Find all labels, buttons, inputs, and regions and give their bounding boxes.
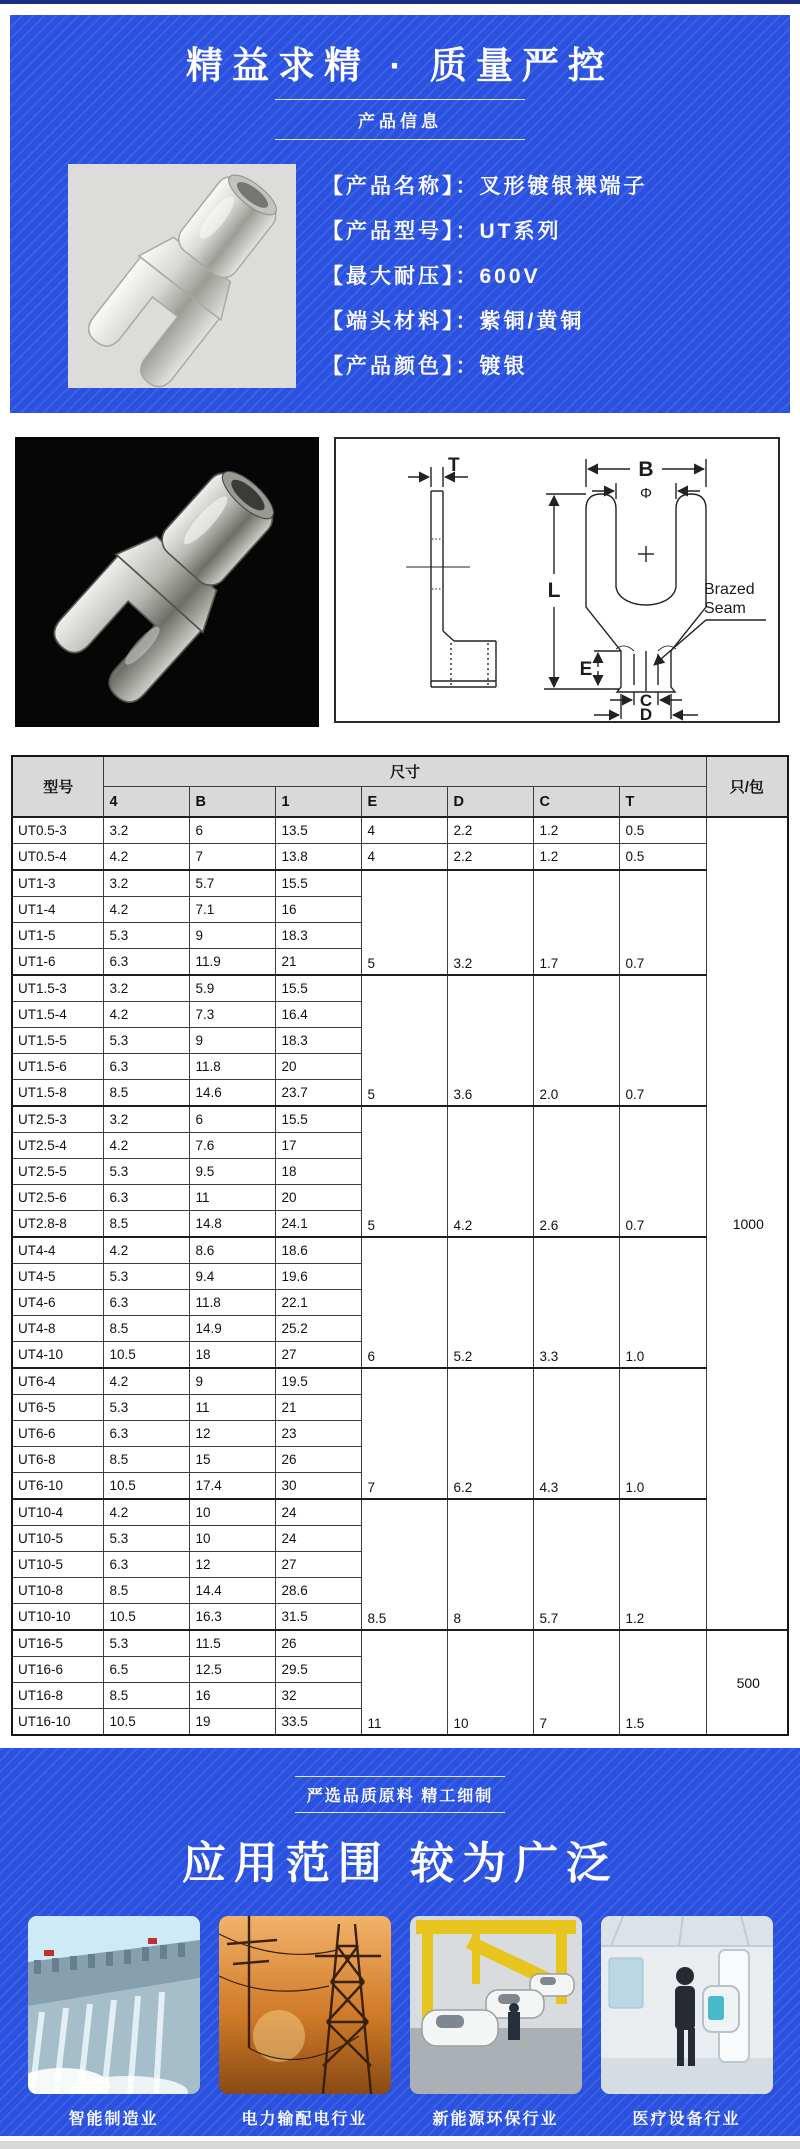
dim-cell: 9.4 [190, 1264, 276, 1290]
dim-cell: 5.3 [104, 1395, 190, 1421]
dim-cell: 12.5 [190, 1657, 276, 1683]
model-cell: UT10-8 [12, 1578, 104, 1604]
dim-label-b: B [638, 458, 654, 481]
fork-terminal-illustration [68, 164, 296, 388]
industry-card-medical [601, 1916, 773, 2129]
tagline-block [295, 1776, 505, 1813]
table-row [12, 1368, 788, 1395]
industry-card-newenergy [410, 1916, 582, 2129]
industry-card-power [219, 1916, 391, 2129]
model-cell: UT1.5-6 [12, 1054, 104, 1080]
dim-cell: 14.6 [190, 1080, 276, 1107]
dim-cell: 5.3 [104, 1159, 190, 1185]
dim-cell: 22.1 [276, 1290, 362, 1316]
dim-cell: 12 [190, 1552, 276, 1578]
dim-cell: 4.2 [104, 1002, 190, 1028]
dim-cell: 8.5 [104, 1080, 190, 1107]
dim-cell: 33.5 [276, 1709, 362, 1736]
dim-cell: 11.5 [190, 1630, 276, 1657]
dim-cell: 16.3 [190, 1604, 276, 1631]
dim-cell: 10 [190, 1499, 276, 1526]
table-row [12, 1106, 788, 1133]
dim-cell: 6.3 [104, 1185, 190, 1211]
dim-cell: 15.5 [276, 870, 362, 897]
dim-cell: 7.1 [190, 897, 276, 923]
dim-cell: 11.9 [190, 949, 276, 976]
dim-cell: 8.5 [104, 1211, 190, 1238]
dim-cell: 13.5 [276, 817, 362, 844]
col-header-pack: 只/包 [706, 756, 788, 817]
terminal-photo-dark [15, 437, 319, 727]
dim-cell: 18 [276, 1159, 362, 1185]
dim-cell: 6.3 [104, 1552, 190, 1578]
tagline: 严选品质原料 精工细制 [306, 1788, 494, 1805]
model-cell: UT1.5-4 [12, 1002, 104, 1028]
dim-cell-merged: 7 [362, 1368, 448, 1499]
model-cell: UT6-10 [12, 1473, 104, 1500]
model-cell: UT2.5-4 [12, 1133, 104, 1159]
dim-cell: 4.2 [104, 1133, 190, 1159]
dim-cell: 15.5 [276, 1106, 362, 1133]
brazed-seam-label-2: Seam [704, 600, 746, 617]
pack-cell: 500 [706, 1630, 788, 1735]
industry-cards [0, 1916, 800, 2129]
dim-cell: 28.6 [276, 1578, 362, 1604]
dim-cell-merged: 0.7 [620, 975, 706, 1106]
applications-section [0, 1748, 800, 2136]
table-row [12, 975, 788, 1002]
product-attribute: 【最大耐压】：600V [322, 265, 541, 288]
dim-cell: 20 [276, 1185, 362, 1211]
dim-cell-merged: 8 [448, 1499, 534, 1630]
dim-cell: 4.2 [104, 1368, 190, 1395]
dim-cell: 24 [276, 1499, 362, 1526]
dim-cell: 5.3 [104, 1028, 190, 1054]
model-cell: UT6-5 [12, 1395, 104, 1421]
model-cell: UT2.5-6 [12, 1185, 104, 1211]
dim-cell: 7.3 [190, 1002, 276, 1028]
dim-cell: 3.2 [104, 975, 190, 1002]
dim-cell: 2.2 [448, 844, 534, 871]
dim-cell: 8.5 [104, 1447, 190, 1473]
dim-cell: 3.2 [104, 870, 190, 897]
dim-cell-merged: 0.7 [620, 870, 706, 975]
dim-cell: 7 [190, 844, 276, 871]
dim-cell-merged: 5 [362, 1106, 448, 1237]
model-cell: UT10-4 [12, 1499, 104, 1526]
col-subheader: E [362, 787, 448, 818]
model-cell: UT6-4 [12, 1368, 104, 1395]
dim-cell: 4.2 [104, 844, 190, 871]
dim-cell: 9.5 [190, 1159, 276, 1185]
industry-card-manufacturing [28, 1916, 200, 2129]
dim-cell: 10.5 [104, 1709, 190, 1736]
industry-caption: 医疗设备行业 [632, 2111, 741, 2128]
dim-cell: 4.2 [104, 897, 190, 923]
dim-cell: 6 [190, 1106, 276, 1133]
dim-cell: 9 [190, 1368, 276, 1395]
dim-cell-merged: 5.7 [534, 1499, 620, 1630]
col-subheader: B [190, 787, 276, 818]
dim-cell: 9 [190, 923, 276, 949]
dim-cell: 12 [190, 1421, 276, 1447]
dim-cell: 6.3 [104, 1421, 190, 1447]
product-attribute: 【产品型号】：UT系列 [322, 220, 562, 243]
product-info-row [10, 164, 790, 395]
dim-cell: 5.3 [104, 1526, 190, 1552]
dim-cell: 18.3 [276, 1028, 362, 1054]
dim-cell: 29.5 [276, 1657, 362, 1683]
dim-cell-merged: 4.3 [534, 1368, 620, 1499]
dim-cell: 23 [276, 1421, 362, 1447]
dim-cell: 31.5 [276, 1604, 362, 1631]
model-cell: UT4-4 [12, 1237, 104, 1264]
dim-cell: 7.6 [190, 1133, 276, 1159]
dim-cell: 14.8 [190, 1211, 276, 1238]
dim-cell: 25.2 [276, 1316, 362, 1342]
dim-cell: 20 [276, 1054, 362, 1080]
model-cell: UT2.8-8 [12, 1211, 104, 1238]
subtitle-block [275, 99, 525, 140]
dim-label-phi: Φ [640, 485, 652, 502]
dim-cell: 16 [190, 1683, 276, 1709]
model-cell: UT4-6 [12, 1290, 104, 1316]
industry-caption: 电力输配电行业 [241, 2111, 368, 2128]
dim-label-l: L [547, 579, 561, 602]
dim-cell: 19 [190, 1709, 276, 1736]
model-cell: UT4-5 [12, 1264, 104, 1290]
brazed-seam-label-1: Brazed [704, 581, 755, 598]
dim-cell-merged: 6 [362, 1237, 448, 1368]
model-cell: UT16-10 [12, 1709, 104, 1736]
dim-cell: 6 [190, 817, 276, 844]
col-header-size: 尺寸 [104, 756, 706, 787]
dim-cell: 0.5 [620, 817, 706, 844]
model-cell: UT1-4 [12, 897, 104, 923]
dim-cell-merged: 7 [534, 1630, 620, 1735]
dim-cell: 10.5 [104, 1342, 190, 1369]
table-row [12, 1499, 788, 1526]
dim-cell: 24 [276, 1526, 362, 1552]
dim-cell-merged: 0.7 [620, 1106, 706, 1237]
dim-cell: 14.9 [190, 1316, 276, 1342]
col-subheader: 1 [276, 787, 362, 818]
industry-caption: 智能制造业 [68, 2111, 159, 2128]
dim-cell-merged: 11 [362, 1630, 448, 1735]
dim-cell: 17.4 [190, 1473, 276, 1500]
table-subheader-row [12, 787, 788, 818]
pack-cell: 1000 [706, 817, 788, 1630]
product-photo [68, 164, 296, 388]
model-cell: UT6-8 [12, 1447, 104, 1473]
dim-cell: 4.2 [104, 1237, 190, 1264]
model-cell: UT0.5-3 [12, 817, 104, 844]
dim-cell-merged: 5 [362, 870, 448, 975]
medical-equipment-photo [601, 1916, 773, 2094]
dim-cell: 24.1 [276, 1211, 362, 1238]
dim-cell: 6.5 [104, 1657, 190, 1683]
bottom-page-edge [0, 2136, 800, 2149]
dim-cell-merged: 1.5 [620, 1630, 706, 1735]
dim-cell-merged: 5 [362, 975, 448, 1106]
dim-cell: 8.5 [104, 1683, 190, 1709]
dim-cell: 13.8 [276, 844, 362, 871]
page-title: 精益求精 · 质量严控 [186, 45, 614, 86]
dim-cell: 27 [276, 1552, 362, 1578]
dim-cell: 6.3 [104, 1290, 190, 1316]
dim-cell: 15.5 [276, 975, 362, 1002]
col-header-model: 型号 [12, 756, 104, 817]
dim-cell: 2.2 [448, 817, 534, 844]
applications-title: 应用范围 较为广泛 [181, 1839, 619, 1888]
media-row [15, 437, 800, 727]
model-cell: UT1.5-3 [12, 975, 104, 1002]
dim-cell: 1.2 [534, 844, 620, 871]
dim-cell: 4 [362, 817, 448, 844]
product-info-section [10, 15, 790, 413]
dim-cell: 21 [276, 1395, 362, 1421]
divider-line [275, 139, 525, 140]
model-cell: UT1-5 [12, 923, 104, 949]
dim-cell: 16.4 [276, 1002, 362, 1028]
dim-cell: 18.6 [276, 1237, 362, 1264]
model-cell: UT16-8 [12, 1683, 104, 1709]
dim-cell: 19.5 [276, 1368, 362, 1395]
col-subheader: 4 [104, 787, 190, 818]
dim-cell: 10.5 [104, 1604, 190, 1631]
dim-cell-merged: 3.3 [534, 1237, 620, 1368]
dimension-diagram [334, 437, 780, 723]
dim-cell: 9 [190, 1028, 276, 1054]
dim-label-e: E [579, 659, 593, 680]
dim-cell: 15 [190, 1447, 276, 1473]
model-cell: UT10-10 [12, 1604, 104, 1631]
dim-cell: 6.3 [104, 949, 190, 976]
power-grid-photo [219, 1916, 391, 2094]
model-cell: UT2.5-5 [12, 1159, 104, 1185]
dim-cell: 5.7 [190, 870, 276, 897]
top-accent-bar [0, 0, 800, 4]
dim-cell-merged: 1.2 [620, 1499, 706, 1630]
dim-cell: 11 [190, 1185, 276, 1211]
dam-photo [28, 1916, 200, 2094]
dim-cell: 6.3 [104, 1054, 190, 1080]
dim-cell: 19.6 [276, 1264, 362, 1290]
dim-cell: 5.9 [190, 975, 276, 1002]
dim-cell-merged: 10 [448, 1630, 534, 1735]
dim-cell-merged: 8.5 [362, 1499, 448, 1630]
dim-cell: 14.4 [190, 1578, 276, 1604]
model-cell: UT4-8 [12, 1316, 104, 1342]
dim-cell: 30 [276, 1473, 362, 1500]
dim-cell: 3.2 [104, 1106, 190, 1133]
model-cell: UT1-6 [12, 949, 104, 976]
model-cell: UT16-6 [12, 1657, 104, 1683]
dim-cell: 5.3 [104, 1630, 190, 1657]
dim-cell: 18.3 [276, 923, 362, 949]
dim-cell: 11.8 [190, 1290, 276, 1316]
dim-cell: 4 [362, 844, 448, 871]
dim-cell: 4.2 [104, 1499, 190, 1526]
dim-cell-merged: 4.2 [448, 1106, 534, 1237]
dim-cell: 8.6 [190, 1237, 276, 1264]
dim-cell: 5.3 [104, 1264, 190, 1290]
model-cell: UT10-5 [12, 1552, 104, 1578]
table-row [12, 1630, 788, 1657]
dim-cell: 11 [190, 1395, 276, 1421]
dim-cell: 23.7 [276, 1080, 362, 1107]
dim-cell-merged: 5.2 [448, 1237, 534, 1368]
dim-cell-merged: 2.6 [534, 1106, 620, 1237]
col-subheader: C [534, 787, 620, 818]
table-row [12, 844, 788, 871]
col-subheader: D [448, 787, 534, 818]
dimension-drawing [336, 439, 778, 721]
product-attribute: 【产品颜色】：镀银 [322, 355, 528, 378]
dim-cell: 1.2 [534, 817, 620, 844]
dim-cell-merged: 3.2 [448, 870, 534, 975]
dim-cell: 18 [190, 1342, 276, 1369]
dim-cell: 27 [276, 1342, 362, 1369]
fork-terminal-photo-illustration [15, 437, 319, 727]
dim-cell: 16 [276, 897, 362, 923]
model-cell: UT10-5 [12, 1526, 104, 1552]
car-factory-photo [410, 1916, 582, 2094]
col-subheader: T [620, 787, 706, 818]
dim-cell: 5.3 [104, 923, 190, 949]
spec-table [11, 755, 789, 1736]
dim-cell: 26 [276, 1630, 362, 1657]
dim-cell-merged: 6.2 [448, 1368, 534, 1499]
dim-cell: 10.5 [104, 1473, 190, 1500]
table-row [12, 817, 788, 844]
product-attribute: 【产品名称】：叉形镀银裸端子 [322, 175, 648, 198]
table-row [12, 870, 788, 897]
spec-table-body [12, 817, 788, 1735]
dim-cell: 26 [276, 1447, 362, 1473]
model-cell: UT1.5-5 [12, 1028, 104, 1054]
product-attributes-list [322, 170, 648, 395]
divider-line [295, 1812, 505, 1813]
model-cell: UT1.5-8 [12, 1080, 104, 1107]
product-attribute: 【端头材料】：紫铜/黄铜 [322, 310, 585, 333]
dim-cell: 17 [276, 1133, 362, 1159]
table-header-row [12, 756, 788, 787]
dim-label-t: T [448, 455, 460, 476]
model-cell: UT4-10 [12, 1342, 104, 1369]
model-cell: UT16-5 [12, 1630, 104, 1657]
model-cell: UT6-6 [12, 1421, 104, 1447]
dim-cell: 21 [276, 949, 362, 976]
model-cell: UT0.5-4 [12, 844, 104, 871]
dim-label-d: D [639, 705, 653, 721]
subtitle: 产品信息 [358, 112, 442, 131]
dim-cell: 8.5 [104, 1316, 190, 1342]
model-cell: UT2.5-3 [12, 1106, 104, 1133]
dim-cell-merged: 1.7 [534, 870, 620, 975]
dim-cell-merged: 1.0 [620, 1368, 706, 1499]
dim-cell-merged: 2.0 [534, 975, 620, 1106]
dim-cell: 0.5 [620, 844, 706, 871]
dim-cell: 11.8 [190, 1054, 276, 1080]
dim-cell: 8.5 [104, 1578, 190, 1604]
table-row [12, 1237, 788, 1264]
dim-cell: 10 [190, 1526, 276, 1552]
dim-cell: 3.2 [104, 817, 190, 844]
dim-cell-merged: 1.0 [620, 1237, 706, 1368]
dim-cell-merged: 3.6 [448, 975, 534, 1106]
dim-cell: 32 [276, 1683, 362, 1709]
industry-caption: 新能源环保行业 [432, 2111, 559, 2128]
dim-label-c: C [639, 691, 653, 710]
model-cell: UT1-3 [12, 870, 104, 897]
